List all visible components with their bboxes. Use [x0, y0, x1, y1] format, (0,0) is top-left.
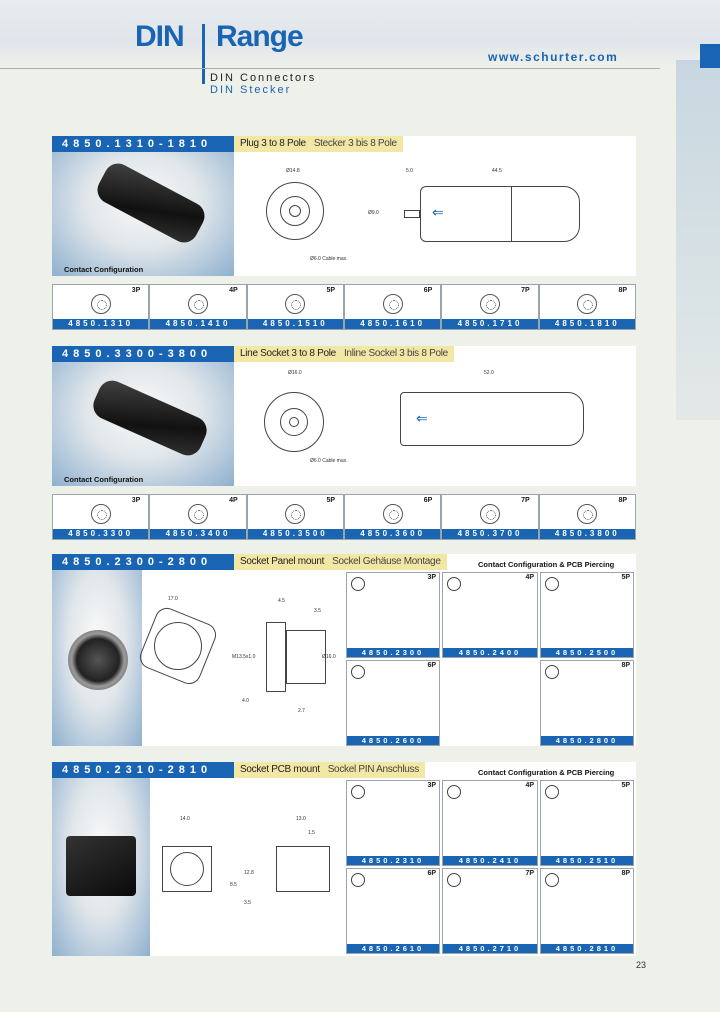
- dim-label: 13.0: [296, 816, 306, 822]
- dim-label: 3.5: [314, 608, 321, 614]
- dim-label: 8.5: [230, 882, 237, 888]
- pcb-socket-body: [66, 836, 136, 896]
- pcb-cell[interactable]: 8P 4850.2810: [540, 868, 634, 954]
- header-rule: [0, 68, 660, 69]
- contact-config-label: Contact Configuration: [64, 475, 144, 484]
- panel-front-view: [154, 622, 202, 670]
- dim-label: 14.0: [180, 816, 190, 822]
- contact-config-label: Contact Configuration: [64, 265, 144, 274]
- contact-cell[interactable]: 4P 4850.3400: [149, 494, 246, 540]
- pcb-cell[interactable]: 3P 4850.2300: [346, 572, 440, 658]
- dim-label: 1.5: [308, 830, 315, 836]
- pcb-cell[interactable]: 4P 4850.2410: [442, 780, 538, 866]
- contact-cell[interactable]: 3P 4850.3300: [52, 494, 149, 540]
- plug-pin: [404, 210, 420, 218]
- dim-label: Ø9.0: [368, 210, 379, 216]
- pcb-cell[interactable]: 6P 4850.2610: [346, 868, 440, 954]
- socket-icon: [91, 504, 111, 524]
- subtitle-de: DIN Stecker: [210, 84, 292, 96]
- section-code: 4850.1310-1810: [52, 136, 234, 152]
- pcb-config-label: Contact Configuration & PCB Piercing: [478, 560, 615, 569]
- section-title: Plug 3 to 8 Pole Stecker 3 bis 8 Pole: [234, 136, 403, 152]
- socket-icon: [351, 577, 365, 591]
- contact-cell[interactable]: 6P 4850.3600: [344, 494, 441, 540]
- dim-label: 17.0: [168, 596, 178, 602]
- dim-label: 2.7: [298, 708, 305, 714]
- section-code: 4850.2310-2810: [52, 762, 234, 778]
- socket-icon: [545, 665, 559, 679]
- socket-icon: [188, 504, 208, 524]
- pcb-cell[interactable]: 8P 4850.2800: [540, 660, 634, 746]
- dim-label: 4.0: [242, 698, 249, 704]
- panel-side-flange: [266, 622, 286, 692]
- socket-icon: [383, 504, 403, 524]
- socket-icon: [351, 785, 365, 799]
- brand-separator: [202, 24, 205, 84]
- contact-cell[interactable]: 7P 4850.3700: [441, 494, 538, 540]
- contact-cell[interactable]: 5P 4850.1510: [247, 284, 344, 330]
- dim-label: 3.5: [244, 900, 251, 906]
- pcb-front-socket: [170, 852, 204, 886]
- dim-label: M13.5x1.0: [232, 654, 256, 660]
- contact-grid-plug: [52, 284, 636, 330]
- panel-socket-body: [68, 630, 128, 690]
- brand-range: Range: [216, 20, 303, 53]
- contact-cell[interactable]: 7P 4850.1710: [441, 284, 538, 330]
- socket-icon: [545, 577, 559, 591]
- arrow-left-icon: ⇐: [416, 410, 428, 426]
- socket-icon: [188, 294, 208, 314]
- dim-label: Ø16.0: [322, 654, 336, 660]
- dim-label: 52.0: [484, 370, 494, 376]
- panel-socket-photo: [52, 570, 142, 746]
- plug-body: [93, 159, 210, 248]
- socket-icon: [480, 504, 500, 524]
- contact-cell[interactable]: 6P 4850.1610: [344, 284, 441, 330]
- socket-icon: [577, 504, 597, 524]
- line-socket-photo: [52, 362, 234, 486]
- contact-grid-line-socket: [52, 494, 636, 540]
- section-title: Line Socket 3 to 8 Pole Inline Sockel 3 bis 8 Pole: [234, 346, 454, 362]
- section-code: 4850.2300-2800: [52, 554, 234, 570]
- socket-icon: [383, 294, 403, 314]
- socket-icon: [577, 294, 597, 314]
- pcb-side-view: [276, 846, 330, 892]
- page-number: 23: [636, 960, 647, 970]
- socket-icon: [447, 785, 461, 799]
- socket-icon: [447, 577, 461, 591]
- section-title: Socket Panel mount Sockel Gehäuse Montage: [234, 554, 447, 570]
- pcb-cell[interactable]: 5P 4850.2510: [540, 780, 634, 866]
- socket-icon: [545, 873, 559, 887]
- dim-label: 44.5: [492, 168, 502, 174]
- pcb-cell[interactable]: 7P 4850.2710: [442, 868, 538, 954]
- dim-label: 5.0: [406, 168, 413, 174]
- panel-side-body: [286, 630, 326, 684]
- contact-cell[interactable]: 8P 4850.3800: [539, 494, 636, 540]
- pcb-cell[interactable]: 3P 4850.2310: [346, 780, 440, 866]
- dim-label: Ø6.0 Cable max.: [310, 256, 348, 262]
- contact-cell[interactable]: 3P 4850.1310: [52, 284, 149, 330]
- pcb-socket-photo: [52, 778, 150, 956]
- section-title: Socket PCB mount Sockel PIN Anschluss: [234, 762, 425, 778]
- side-watermark: [676, 60, 720, 420]
- dim-label: 12.8: [244, 870, 254, 876]
- socket-icon: [351, 665, 365, 679]
- contact-cell[interactable]: 5P 4850.3500: [247, 494, 344, 540]
- subtitle-en: DIN Connectors: [210, 72, 317, 84]
- plug-front-core: [289, 205, 301, 217]
- pcb-cell[interactable]: 6P 4850.2600: [346, 660, 440, 746]
- dim-label: Ø14.8: [286, 168, 300, 174]
- contact-cell[interactable]: 4P 4850.1410: [149, 284, 246, 330]
- socket-icon: [545, 785, 559, 799]
- pcb-cell[interactable]: 4P 4850.2400: [442, 572, 538, 658]
- socket-icon: [91, 294, 111, 314]
- socket-front-core: [289, 417, 299, 427]
- plug-photo: [52, 152, 234, 276]
- pcb-config-label: Contact Configuration & PCB Piercing: [478, 768, 615, 777]
- arrow-left-icon: ⇐: [432, 204, 444, 220]
- pcb-cell[interactable]: 5P 4850.2500: [540, 572, 634, 658]
- section-code: 4850.3300-3800: [52, 346, 234, 362]
- socket-icon: [447, 873, 461, 887]
- brand-din: DIN: [135, 20, 184, 53]
- socket-icon: [480, 294, 500, 314]
- dim-label: Ø16.0: [288, 370, 302, 376]
- dim-label: Ø6.0 Cable max.: [310, 458, 348, 464]
- website-link[interactable]: www.schurter.com: [488, 50, 619, 64]
- socket-icon: [285, 504, 305, 524]
- dim-label: 4.5: [278, 598, 285, 604]
- socket-body: [89, 376, 211, 460]
- socket-icon: [285, 294, 305, 314]
- socket-icon: [351, 873, 365, 887]
- side-tab: [700, 44, 720, 68]
- contact-cell[interactable]: 8P 4850.1810: [539, 284, 636, 330]
